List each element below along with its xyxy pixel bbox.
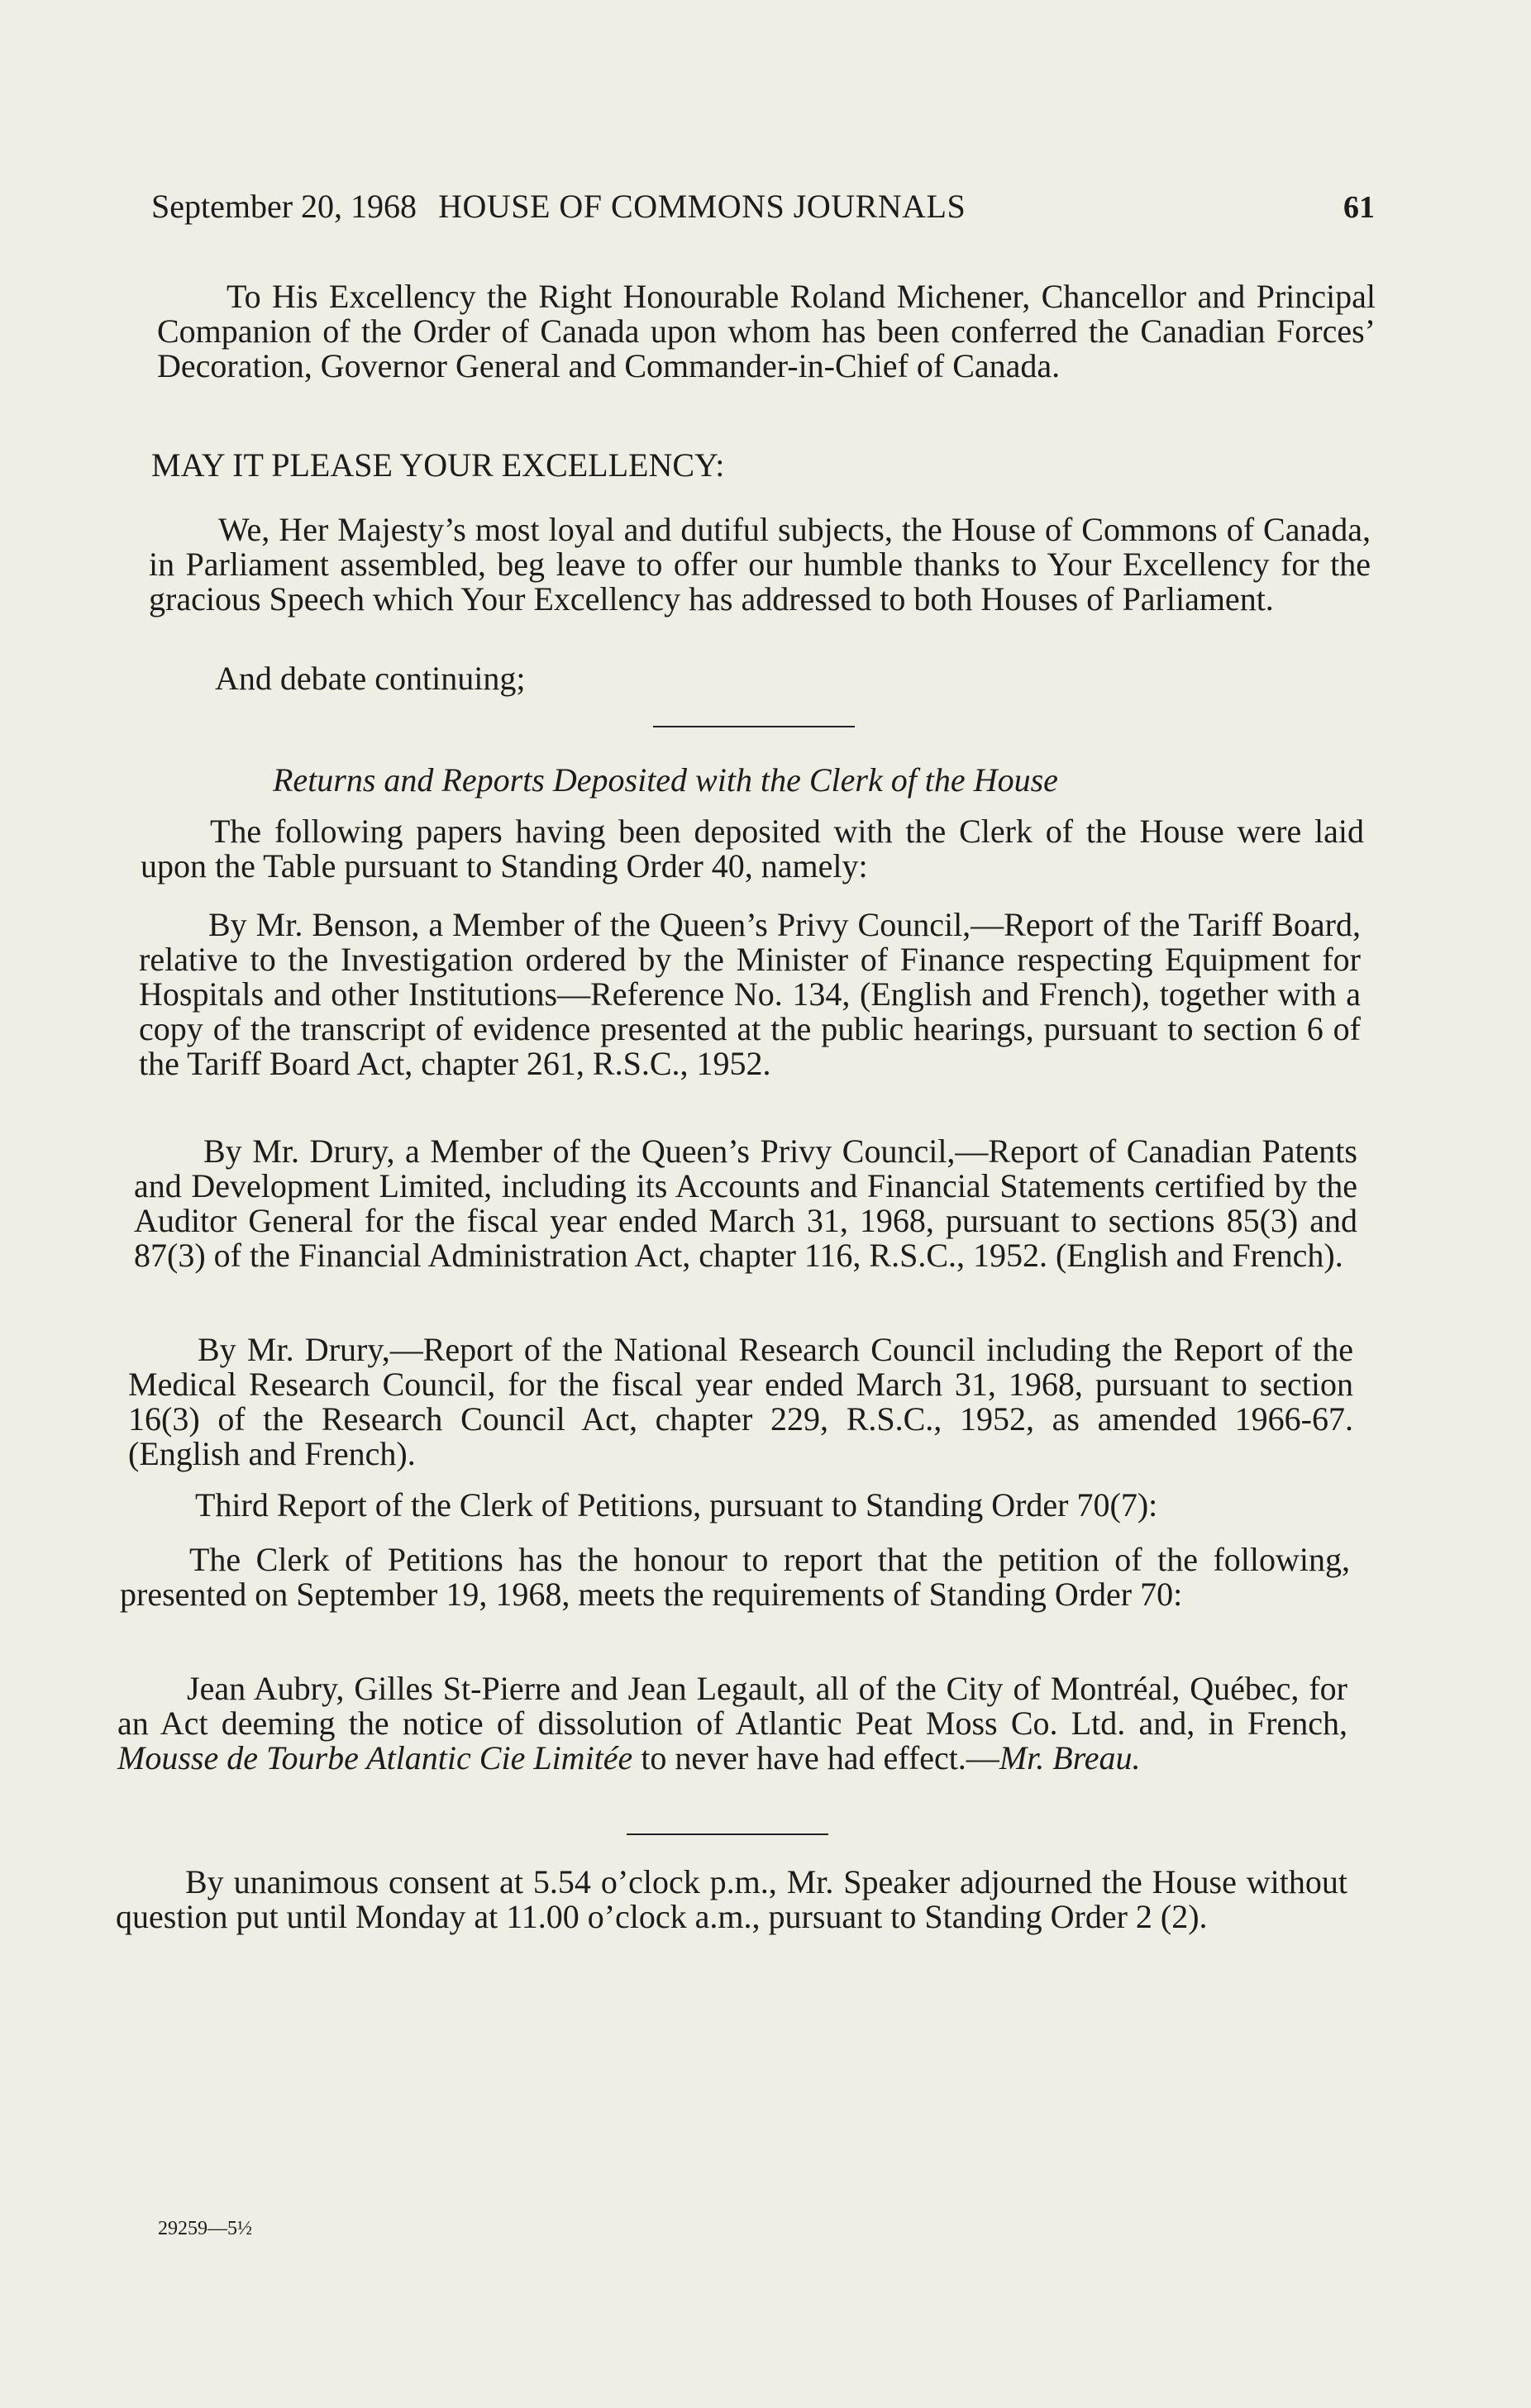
section-heading: Returns and Reports Deposited with the Clerk of the House <box>273 761 1058 799</box>
returns-intro: The following papers having been deposited with the Clerk of the House were laid upon the Table pursuant to Standing Order 40, namely: <box>141 813 1364 885</box>
debate-continuing: And debate continuing; <box>215 660 526 697</box>
section-divider-2 <box>627 1833 828 1835</box>
page-number: 61 <box>1343 190 1375 225</box>
petition-tail: to never have had effect.— <box>641 1739 999 1776</box>
third-report-heading: Third Report of the Clerk of Petitions, pursuant to Standing Order 70(7): <box>195 1486 1158 1523</box>
address-salutation: MAY IT PLEASE YOUR EXCELLENCY: <box>151 446 725 484</box>
return-item-benson: By Mr. Benson, a Member of the Queen’s Privy Council,—Report of the Tariff Board, relative to the Investigation ordered by the Minister of Finance respecting Equipment for Hospitals and other Institutions—Reference No. 134, (English and French), together with a copy of the transcript of evidence presented at the public hearings, pursuant to section 6 of the Tariff Board Act, chapter 261, R.S.C., 1952. <box>139 906 1361 1082</box>
petition-company-french: Mousse de Tourbe Atlantic Cie Limitée <box>117 1739 633 1776</box>
petition-mover: Mr. Breau. <box>999 1739 1141 1776</box>
header-journal-title: HOUSE OF COMMONS JOURNALS <box>438 188 966 225</box>
return-item-drury-patents: By Mr. Drury, a Member of the Queen’s Privy Council,—Report of Canadian Patents and Development Limited, including its Accounts and Financial Statements certified by the Auditor General for the fiscal year ended March 31, 1968, pursuant to sections 85(3) and 87(3) of the Financial Administration Act, chapter 116, R.S.C., 1952. (English and French). <box>134 1132 1357 1274</box>
petition-text: Jean Aubry, Gilles St-Pierre and Jean Legault, all of the City of Montréal, Québec, for an Act deeming the notice of dissolution of Atlantic Peat Moss Co. Ltd. and, in French, <box>117 1670 1347 1742</box>
section-divider <box>653 726 855 727</box>
petition-entry <box>117 1671 1347 1776</box>
address-recipient: To His Excellency the Right Honourable Roland Michener, Chancellor and Principal Companion of the Order of Canada upon whom has been conferred the Canadian Forces’ Decoration, Governor General and Commander-in-Chief of Canada. <box>157 278 1376 384</box>
return-item-drury-research: By Mr. Drury,—Report of the National Research Council including the Report of the Medical Research Council, for the fiscal year ended March 31, 1968, pursuant to section 16(3) of the Research Council Act, chapter 229, R.S.C., 1952, as amended 1966-67. (English and French). <box>128 1331 1353 1472</box>
running-head <box>151 187 1375 226</box>
header-date: September 20, 1968 <box>151 188 417 225</box>
printer-signature: 29259—5½ <box>158 2218 252 2239</box>
address-body: We, Her Majesty’s most loyal and dutiful subjects, the House of Commons of Canada, in Parliament assembled, beg leave to offer our humble thanks to Your Excellency for the gracious Speech which Your Excellency has addressed to both Houses of Parliament. <box>149 511 1371 617</box>
adjournment: By unanimous consent at 5.54 o’clock p.m., Mr. Speaker adjourned the House without question put until Monday at 11.00 o’clock a.m., pursuant to Standing Order 2 (2). <box>116 1863 1347 1935</box>
clerk-report: The Clerk of Petitions has the honour to report that the petition of the following, presented on September 19, 1968, meets the requirements of Standing Order 70: <box>120 1541 1350 1613</box>
